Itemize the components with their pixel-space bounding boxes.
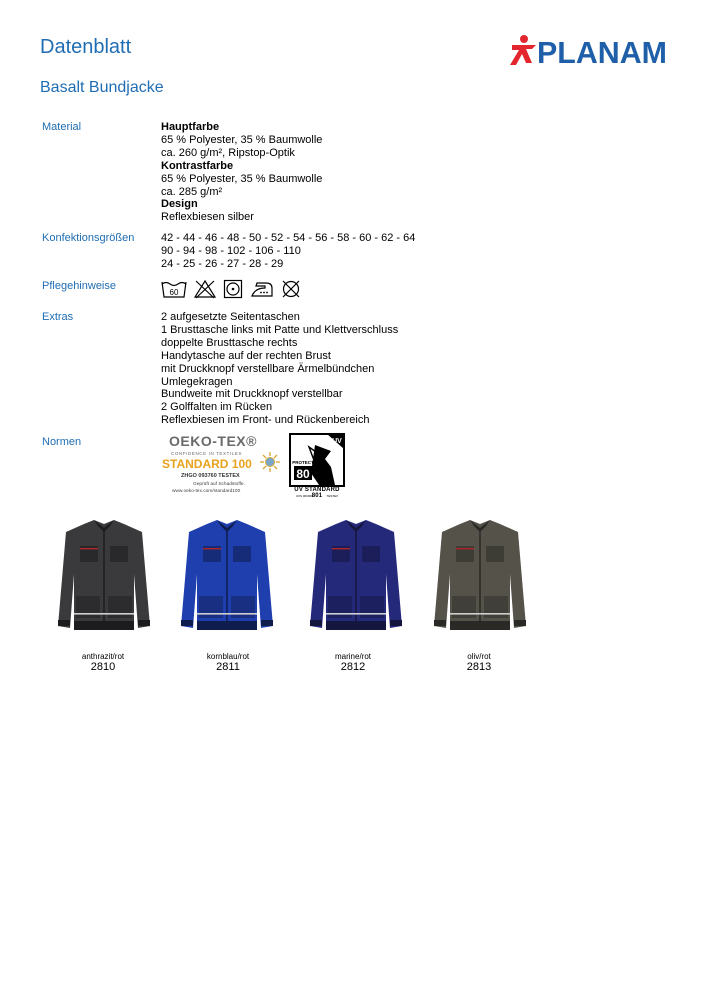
no-bleach-icon — [194, 279, 216, 299]
document-title: Datenblatt — [40, 36, 132, 58]
extras-line: Reflexbiesen im Front- und Rückenbereich — [161, 414, 370, 427]
material-line: 65 % Polyester, 35 % Baumwolle — [161, 172, 323, 185]
uv-foot-left: UVS 000000 — [295, 494, 313, 498]
material-line: Hauptfarbe — [161, 121, 220, 133]
uv-standard-label — [289, 433, 345, 499]
iron-icon — [250, 279, 274, 299]
tumble-dry-icon — [223, 279, 243, 299]
variant-article-number: 2811 — [216, 661, 240, 673]
oeko-tex-url: www.oeko-tex.com/standard100 — [172, 489, 241, 494]
extras-line: 1 Brusttasche links mit Patte und Klettverschluss — [161, 323, 399, 336]
uv-protect-icon — [289, 433, 345, 487]
logo-wordmark: PLANAM — [537, 35, 667, 69]
material-label: Material — [42, 121, 82, 133]
oeko-tex-note: Geprüft auf Schadstoffe. — [193, 482, 245, 487]
oeko-tex-number: ZHGO 093760 TESTEX — [181, 473, 240, 479]
material-line: 65 % Polyester, 35 % Baumwolle — [161, 133, 323, 146]
uv-foot-right: TESTEX — [326, 494, 339, 498]
sizes-line: 24 - 25 - 26 - 27 - 28 - 29 — [161, 257, 284, 270]
variant-color-name: marine/rot — [334, 652, 371, 661]
material-line: ca. 260 g/m², Ripstop-Optik — [161, 146, 295, 159]
variant-color-name: oliv/rot — [467, 652, 491, 661]
wash-60-icon — [161, 279, 187, 299]
no-dry-clean-icon — [281, 279, 301, 299]
wash-temperature: 60 — [169, 288, 179, 297]
uv-value: 80 — [296, 467, 310, 481]
sizes-list — [161, 232, 415, 271]
extras-line: 2 Golffalten im Rücken — [161, 401, 273, 414]
uv-protect: PROTECT — [292, 460, 314, 465]
extras-line: Bundweite mit Druckknopf verstellbar — [161, 388, 343, 401]
norms-label: Normen — [42, 436, 82, 448]
planam-figure-logo — [510, 35, 536, 65]
extras-line: mit Druckknopf verstellbare Ärmelbündchen — [161, 362, 375, 375]
oeko-tex-tagline: CONFIDENCE IN TEXTILES — [171, 451, 243, 456]
uv-standard: UV STANDARD 801 — [294, 487, 340, 499]
sizes-line: 42 - 44 - 46 - 48 - 50 - 52 - 54 - 56 - 58 - 60 - 62 - 64 — [161, 232, 416, 244]
extras-line: Handytasche auf der rechten Brust — [161, 349, 331, 362]
material-line: Design — [161, 198, 198, 211]
extras-line: doppelte Brusttasche rechts — [161, 336, 298, 349]
care-icons — [161, 279, 301, 301]
material-list — [161, 121, 322, 224]
extras-line: 2 aufgesetzte Seitentaschen — [161, 311, 300, 323]
sizes-line: 90 - 94 - 98 - 102 - 106 - 110 — [161, 244, 301, 257]
jacket-image — [306, 518, 406, 636]
oeko-tex-standard: STANDARD 100 — [162, 457, 252, 471]
variant-color-name: anthrazit/rot — [81, 652, 125, 661]
oeko-tex-title: OEKO-TEX® — [169, 433, 257, 449]
oeko-tex-label — [161, 433, 261, 501]
variant-article-number: 2813 — [466, 661, 492, 673]
variant-color-name: kornblau/rot — [206, 652, 250, 661]
material-line: ca. 285 g/m² — [161, 185, 223, 198]
uv-badge: UV — [332, 438, 342, 445]
jacket-image — [177, 518, 277, 636]
extras-line: Umlegekragen — [161, 375, 233, 388]
jacket-image — [430, 518, 530, 636]
variant-article-number: 2810 — [90, 661, 116, 673]
sizes-label: Konfektionsgrößen — [42, 232, 135, 244]
extras-list — [161, 311, 398, 427]
care-label: Pflegehinweise — [42, 280, 116, 292]
planam-logo — [510, 33, 670, 69]
uv-footer — [289, 494, 345, 498]
material-line: Kontrastfarbe — [161, 159, 234, 172]
material-line: Reflexbiesen silber — [161, 211, 254, 224]
jacket-image — [54, 518, 154, 636]
variant-article-number: 2812 — [340, 661, 366, 673]
product-title: Basalt Bundjacke — [40, 79, 164, 96]
oeko-tex-sun-icon — [259, 451, 281, 473]
extras-label: Extras — [42, 311, 74, 323]
